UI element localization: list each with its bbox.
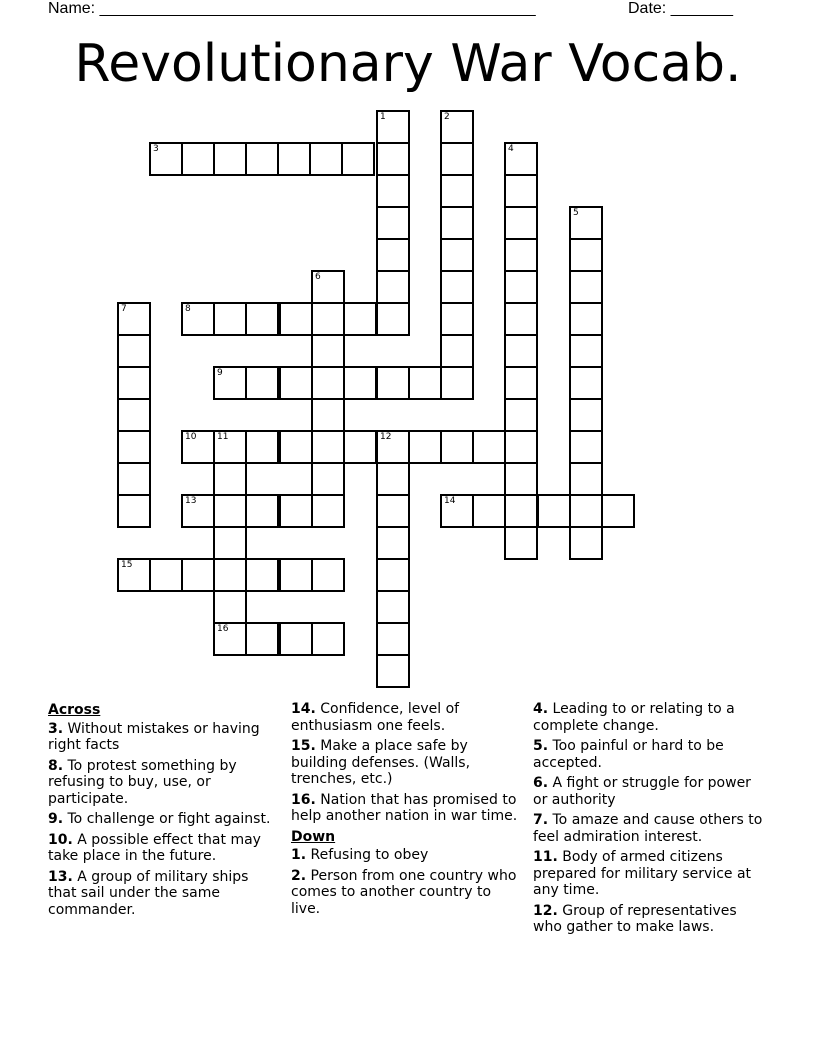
clue-across-10: 10. A possible effect that may take place in the future. [48, 831, 261, 864]
clue-number-label: 9 [217, 368, 223, 378]
grid-cell[interactable] [504, 494, 538, 528]
grid-cell[interactable] [440, 142, 474, 176]
grid-cell[interactable] [440, 302, 474, 336]
grid-cell-9[interactable] [213, 366, 247, 400]
grid-cell[interactable] [311, 398, 345, 432]
grid-cell[interactable] [440, 174, 474, 208]
grid-cell-2[interactable] [440, 110, 474, 144]
grid-cell[interactable] [213, 558, 247, 592]
clues-column-3 [533, 701, 765, 940]
clue-across-9: 9. To challenge or fight against. [48, 811, 271, 827]
grid-cell[interactable] [376, 462, 410, 496]
grid-cell-6[interactable] [311, 270, 345, 304]
clue-down-12: 12. Group of representatives who gather to make laws. [533, 902, 737, 935]
clue-number-label: 8 [185, 304, 191, 314]
date-field-label: Date: _______ [628, 0, 733, 17]
grid-cell[interactable] [343, 302, 377, 336]
grid-cell-13[interactable] [181, 494, 215, 528]
grid-cell[interactable] [311, 334, 345, 368]
grid-cell[interactable] [440, 238, 474, 272]
grid-cell[interactable] [440, 366, 474, 400]
grid-cell[interactable] [117, 398, 151, 432]
clue-down-11: 11. Body of armed citizens prepared for military service at any time. [533, 849, 752, 898]
grid-cell[interactable] [569, 526, 603, 560]
clues-column-1 [48, 701, 280, 922]
clue-down-6: 6. A fight or struggle for power or authority [533, 775, 751, 808]
clue-number-label: 6 [315, 272, 321, 282]
grid-cell[interactable] [376, 526, 410, 560]
grid-cell[interactable] [279, 366, 313, 400]
grid-cell[interactable] [279, 494, 313, 528]
grid-cell-15[interactable] [117, 558, 151, 592]
grid-cell[interactable] [472, 430, 506, 464]
grid-cell[interactable] [213, 462, 247, 496]
clue-down-7: 7. To amaze and cause others to feel admiration interest. [533, 812, 763, 845]
grid-cell[interactable] [279, 558, 313, 592]
grid-cell-10[interactable] [181, 430, 215, 464]
grid-cell[interactable] [376, 558, 410, 592]
grid-cell[interactable] [504, 526, 538, 560]
grid-cell[interactable] [569, 462, 603, 496]
grid-cell[interactable] [472, 494, 506, 528]
grid-cell-3[interactable] [149, 142, 183, 176]
clues-column-2 [291, 701, 523, 921]
clue-number-label: 12 [380, 432, 392, 442]
grid-cell[interactable] [279, 430, 313, 464]
clue-number-label: 4 [508, 144, 514, 154]
grid-cell[interactable] [149, 558, 183, 592]
clue-number-label: 2 [444, 112, 450, 122]
grid-cell[interactable] [537, 494, 571, 528]
grid-cell[interactable] [213, 590, 247, 624]
grid-cell[interactable] [311, 494, 345, 528]
grid-cell[interactable] [569, 430, 603, 464]
grid-cell[interactable] [569, 398, 603, 432]
grid-cell[interactable] [245, 430, 279, 464]
clue-across-8: 8. To protest something by refusing to buy, use, or participate. [48, 757, 237, 807]
clue-down-4: 4. Leading to or relating to a complete change. [533, 701, 735, 734]
clue-number-label: 11 [217, 432, 229, 442]
grid-cell[interactable] [279, 622, 313, 656]
clue-number-label: 16 [217, 624, 229, 634]
grid-cell[interactable] [117, 462, 151, 496]
grid-cell[interactable] [376, 590, 410, 624]
grid-cell[interactable] [213, 526, 247, 560]
clue-number-label: 14 [444, 496, 456, 506]
grid-cell[interactable] [341, 142, 375, 176]
page-title: Revolutionary War Vocab. [74, 34, 742, 94]
grid-cell[interactable] [569, 270, 603, 304]
clue-number-label: 3 [153, 144, 159, 154]
grid-cell[interactable] [504, 302, 538, 336]
across-heading: Across [48, 702, 101, 718]
grid-cell[interactable] [408, 366, 442, 400]
grid-cell-12[interactable] [376, 430, 410, 464]
grid-cell[interactable] [376, 238, 410, 272]
grid-cell-14[interactable] [440, 494, 474, 528]
grid-cell[interactable] [504, 238, 538, 272]
grid-cell[interactable] [245, 494, 279, 528]
clue-number-label: 1 [380, 112, 386, 122]
grid-cell[interactable] [311, 462, 345, 496]
clue-number-label: 5 [573, 208, 579, 218]
clue-across-14: 14. Confidence, level of enthusiasm one feels. [291, 701, 460, 734]
grid-cell[interactable] [311, 366, 345, 400]
grid-cell[interactable] [245, 302, 279, 336]
grid-cell[interactable] [408, 430, 442, 464]
grid-cell[interactable] [309, 142, 343, 176]
grid-cell[interactable] [181, 142, 215, 176]
grid-cell[interactable] [504, 462, 538, 496]
grid-cell-7[interactable] [117, 302, 151, 336]
grid-cell[interactable] [376, 302, 410, 336]
grid-cell[interactable] [245, 622, 279, 656]
grid-cell[interactable] [213, 142, 247, 176]
clue-across-3: 3. Without mistakes or having right facts [48, 720, 260, 753]
grid-cell[interactable] [601, 494, 635, 528]
grid-cell-16[interactable] [213, 622, 247, 656]
grid-cell[interactable] [376, 494, 410, 528]
grid-cell[interactable] [440, 206, 474, 240]
grid-cell[interactable] [504, 366, 538, 400]
clue-down-5: 5. Too painful or hard to be accepted. [533, 738, 724, 771]
grid-cell[interactable] [343, 430, 377, 464]
grid-cell-5[interactable] [569, 206, 603, 240]
grid-cell[interactable] [376, 206, 410, 240]
grid-cell[interactable] [569, 494, 603, 528]
grid-cell[interactable] [569, 366, 603, 400]
clue-number-label: 10 [185, 432, 197, 442]
grid-cell[interactable] [117, 430, 151, 464]
clue-across-13: 13. A group of military ships that sail under the same commander. [48, 868, 249, 918]
grid-cell[interactable] [181, 558, 215, 592]
clue-down-1: 1. Refusing to obey [291, 847, 429, 863]
grid-cell[interactable] [440, 334, 474, 368]
grid-cell[interactable] [569, 302, 603, 336]
clue-across-16: 16. Nation that has promised to help another nation in war time. [291, 791, 518, 824]
grid-cell[interactable] [343, 366, 377, 400]
grid-cell[interactable] [376, 622, 410, 656]
grid-cell-8[interactable] [181, 302, 215, 336]
grid-cell[interactable] [245, 558, 279, 592]
grid-cell[interactable] [213, 302, 247, 336]
grid-cell[interactable] [569, 334, 603, 368]
name-field-label: Name: _________________________________________________ [48, 0, 536, 17]
grid-cell[interactable] [376, 654, 410, 688]
grid-cell[interactable] [440, 430, 474, 464]
clue-across-15: 15. Make a place safe by building defenses. (Walls, trenches, etc.) [291, 738, 471, 787]
grid-cell[interactable] [311, 622, 345, 656]
grid-cell[interactable] [311, 558, 345, 592]
down-heading: Down [291, 828, 336, 845]
grid-cell[interactable] [117, 494, 151, 528]
grid-cell-1[interactable] [376, 110, 410, 144]
grid-cell[interactable] [376, 174, 410, 208]
grid-cell[interactable] [569, 238, 603, 272]
grid-cell[interactable] [504, 430, 538, 464]
grid-cell[interactable] [117, 366, 151, 400]
grid-cell[interactable] [440, 270, 474, 304]
grid-cell-11[interactable] [213, 430, 247, 464]
clue-down-2: 2. Person from one country who comes to another country to live. [291, 867, 517, 917]
grid-cell[interactable] [277, 142, 311, 176]
grid-cell[interactable] [279, 302, 313, 336]
grid-cell[interactable] [117, 334, 151, 368]
grid-cell-4[interactable] [504, 142, 538, 176]
grid-cell[interactable] [213, 494, 247, 528]
grid-cell[interactable] [311, 430, 345, 464]
clue-number-label: 15 [121, 560, 133, 570]
clue-number-label: 13 [185, 496, 197, 506]
grid-cell[interactable] [504, 334, 538, 368]
grid-cell[interactable] [376, 366, 410, 400]
grid-cell[interactable] [504, 174, 538, 208]
grid-cell[interactable] [245, 142, 279, 176]
clue-number-label: 7 [121, 304, 127, 314]
grid-cell[interactable] [376, 142, 410, 176]
grid-cell[interactable] [504, 270, 538, 304]
grid-cell[interactable] [504, 398, 538, 432]
grid-cell[interactable] [311, 302, 345, 336]
grid-cell[interactable] [376, 270, 410, 304]
grid-cell[interactable] [245, 366, 279, 400]
grid-cell[interactable] [504, 206, 538, 240]
